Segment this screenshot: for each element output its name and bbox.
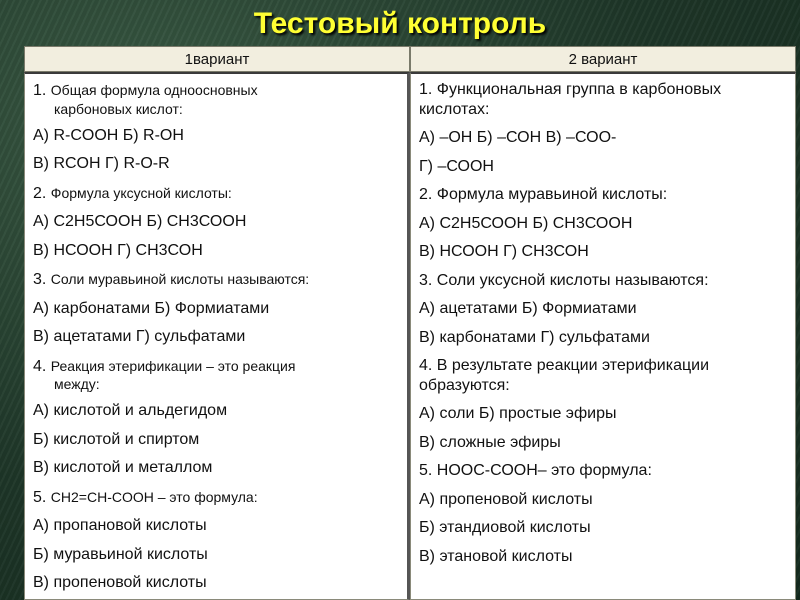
v1-q4-option-a: А) кислотой и альдегидом — [33, 402, 228, 419]
v1-q3-options-a: А) карбонатами Б) Формиатами — [33, 299, 270, 317]
v1-q4-text: Реакция этерификации – это реакция — [50, 357, 296, 374]
v2-question-2: 2. Формула муравьиной кислоты: — [419, 186, 668, 203]
v1-question-4 — [33, 352, 401, 394]
v1-question-5 — [33, 483, 401, 513]
v2-question-5: 5. НООС-СООН– это формула: — [419, 462, 652, 479]
v2-q3-options-a: А) ацетатами Б) Формиатами — [419, 300, 637, 317]
v1-q2-number: 2. — [33, 184, 47, 202]
v2-q2-options-a: А) С2Н5СООН Б) СН3СООН — [419, 214, 633, 232]
v1-question-3 — [33, 265, 401, 295]
v2-q5-option-b: Б) этандиовой кислоты — [419, 519, 591, 536]
v1-q5-option-c: В) пропеновой кислоты — [33, 574, 207, 591]
v2-question-3: 3. Соли уксусной кислоты называются: — [419, 271, 709, 289]
v2-question-1: 1. Функциональная группа в карбоновых кислотах: — [419, 81, 722, 118]
v1-q5-option-a: А) пропановой кислоты — [33, 517, 207, 534]
slide-title: Тестовый контроль — [253, 7, 547, 40]
v1-q3-options-b: В) ацетатами Г) сульфатами — [33, 328, 246, 345]
v1-q4-option-b: Б) кислотой и спиртом — [33, 430, 200, 448]
v1-q4-text-cont: между: — [54, 376, 100, 392]
v1-q4-option-c: В) кислотой и металлом — [33, 459, 213, 476]
v1-q5-number: 5. — [33, 488, 47, 506]
v2-q1-options-b: Г) –СООН — [419, 157, 494, 175]
v1-q3-number: 3. — [33, 271, 47, 288]
v1-q5-option-b: Б) муравьиной кислоты — [33, 545, 208, 563]
v1-q5-text: CH2=CH-COOH – это формула: — [50, 488, 258, 505]
v1-q1-number: 1. — [33, 82, 47, 99]
variant-2-header: 2 вариант — [410, 46, 796, 72]
v2-q4-options-b: В) сложные эфиры — [419, 433, 561, 451]
v2-q5-option-c: В) этановой кислоты — [419, 547, 573, 565]
v1-q4-number: 4. — [33, 357, 47, 375]
variant-2-column — [410, 72, 796, 600]
v1-q1-text-cont: карбоновых кислот: — [54, 100, 183, 117]
v2-q4-options-a: А) соли Б) простые эфиры — [419, 405, 617, 422]
v1-q2-options-a: А) С2Н5СООН Б) СН3СООН — [33, 213, 247, 230]
v2-question-4: 4. В результате реакции этерификации образуются: — [419, 357, 710, 394]
variant-1-column — [24, 72, 410, 600]
v1-q1-text: Общая формула одноосновных — [50, 82, 258, 98]
v1-q2-text: Формула уксусной кислоты: — [50, 184, 232, 201]
v1-question-1 — [33, 76, 401, 118]
variant-1-header: 1вариант — [24, 46, 410, 72]
v2-q2-options-b: В) НСООН Г) СН3СОН — [419, 243, 589, 260]
v1-q3-text: Соли муравьиной кислоты называются: — [50, 271, 310, 287]
v2-q1-options-a: А) –ОН Б) –СОН В) –СОО- — [419, 129, 617, 146]
v2-q5-option-a: А) пропеновой кислоты — [419, 490, 593, 508]
test-table — [24, 46, 796, 600]
v1-question-2 — [33, 179, 401, 209]
v2-q3-options-b: В) карбонатами Г) сульфатами — [419, 328, 650, 346]
v1-q2-options-b: В) НСООН Г) СН3СОН — [33, 241, 203, 259]
v1-q1-options-a: А) R-COOH Б) R-OH — [33, 126, 184, 144]
v1-q1-options-b: В) RCOH Г) R-O-R — [33, 155, 170, 172]
